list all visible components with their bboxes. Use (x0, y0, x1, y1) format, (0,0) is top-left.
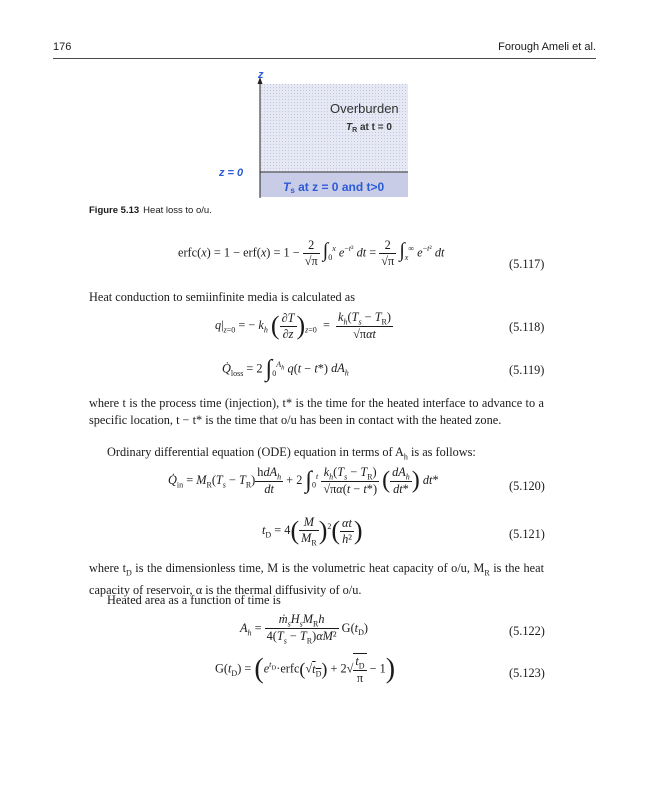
equation-number-5-118: (5.118) (509, 320, 545, 334)
header-rule (53, 58, 596, 59)
equation-number-5-119: (5.119) (509, 363, 545, 377)
page-number: 176 (53, 41, 72, 53)
equation-5-120: $Q̇_{in} = M_R(T_s - T_R)$ $\frac{hdA_h}{dt}$ + 2 $\int_0^t$ $\frac{k_h(T_s - T_R)}{√\pi\alpha(t - t*)}$ ( $\frac{dA_h}{dt*}$ ) dt* (168, 465, 439, 497)
equation-5-119: $Q̇_{loss} = 2$ $\int_0^{A_h}$ q(t − t*) $dA_h$ (222, 356, 349, 382)
paragraph-heat-conduction: Heat conduction to semiinfinite media is calculated as (89, 290, 356, 304)
equation-number-5-120: (5.120) (509, 479, 545, 493)
running-header-authors: Forough Ameli et al. (498, 41, 596, 53)
paragraph-dimensionless-time: where $t_D$ is the dimensionless time, M is the volumetric heat capacity of o/u, $M_R$ is the heat capacity of reservoir, α is the thermal diffusivity of o/u. (89, 561, 545, 597)
equation-5-117: erfc(x) = 1 − erf(x) = 1 − $\frac{2}{√\pi}$ $\int_0^x$ $e^{-t^2}$ dt = $\frac{2}{√\pi}$ $\int_x^\infty$ $e^{-t^2}$ dt (178, 238, 445, 268)
equation-5-121: $t_D = 4$( $\frac{M}{M_R}$ )$^2$( $\frac{\alpha t}{\text{h²}}$ ) (262, 515, 363, 548)
equation-number-5-121: (5.121) (509, 527, 545, 541)
z-axis-label: z (258, 69, 264, 81)
equation-5-123: $G(t_D)$ = ($e^{t_D}\cdot erfc(√t_D) + 2√$ $\frac{t_D}{\pi}$ − 1) (215, 653, 396, 686)
equation-5-122: $A_h$ = $\frac{ṁ_sH_sM_Rh}{4(T_s - T_R)\alpha M^2}$ $G(t_D)$ (240, 612, 368, 646)
z-zero-label: z = 0 (219, 167, 244, 179)
overburden-label: Overburden (330, 101, 399, 116)
paragraph-process-time: where t is the process time (injection), t* is the time for the heated interface to advance to a specific location, t − t* is the time that o/u has been in contact with the heated zone. (89, 396, 544, 427)
paragraph-heated-area: Heated area as a function of time is (107, 593, 281, 607)
figure-caption-text: Heat loss to o/u. (143, 205, 212, 216)
figure-caption-label: Figure 5.13 (89, 205, 140, 216)
figure-caption (89, 205, 212, 216)
figure-heat-loss-diagram (215, 68, 415, 203)
equation-number-5-117: (5.117) (509, 257, 545, 271)
paragraph-ode: Ordinary differential equation (ODE) equation in terms of $A_h$ is as follows: (107, 445, 476, 462)
equation-5-118: $q|_{z=0}$ = − $k_h$ ( $\frac{\partial T}{\partial z}$ )$_{z=0}$ = $\frac{k_h(T_s - T_R)}{\text{√παt}}$ (215, 310, 391, 342)
equation-number-5-123: (5.123) (509, 666, 545, 680)
tr-label: $T_R$ at t = 0 (346, 122, 392, 134)
equation-number-5-122: (5.122) (509, 624, 545, 638)
ts-label: Ts at z = 0 and t>0 (283, 180, 385, 195)
